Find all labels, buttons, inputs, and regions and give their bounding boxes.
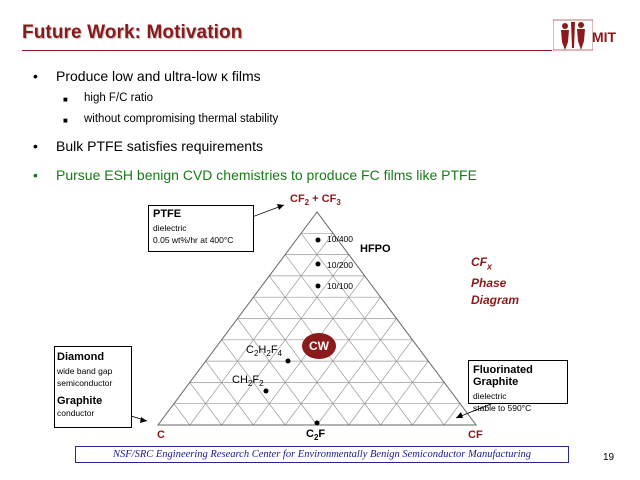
ptfe-line1: dielectric xyxy=(153,223,187,233)
page-number: 19 xyxy=(603,452,615,463)
bullet-1a: high F/C ratio xyxy=(84,92,154,104)
c2h2f4-label: $C_2H_2F_4$ xyxy=(246,344,282,359)
point-10-400 xyxy=(316,238,321,243)
point-c2f xyxy=(315,421,320,426)
sub-bullet-marker: ■ xyxy=(63,95,68,104)
point-label-10-100: 10/100 xyxy=(327,281,353,291)
diamond-line2: semiconductor xyxy=(57,378,113,388)
fgraphite-line2: stable to 590°C xyxy=(473,403,532,413)
grid-line xyxy=(206,361,254,425)
bullet-dot: • xyxy=(33,68,38,84)
diamond-title: Diamond xyxy=(57,351,105,363)
grid-line xyxy=(190,233,333,425)
ptfe-callout xyxy=(148,205,254,252)
left-vertex-label: C xyxy=(157,429,165,441)
right-vertex-label: CF xyxy=(468,429,483,441)
bullet-dot: • xyxy=(33,167,38,183)
footer-banner: NSF/SRC Engineering Research Center for Environmentally Benign Semiconductor Manufacturing xyxy=(75,446,569,463)
slide-title: Future Work: Motivation xyxy=(22,22,243,43)
diamond-line1: wide band gap xyxy=(57,366,113,376)
mit-logo-text: MIT xyxy=(592,29,617,45)
bullet-2: Bulk PTFE satisfies requirements xyxy=(56,138,263,154)
grid-line xyxy=(238,319,318,426)
grid-line xyxy=(301,233,444,425)
bullet-dot: • xyxy=(33,138,38,154)
top-vertex-label: $CF_2 + CF_3$ xyxy=(290,193,341,208)
ptfe-line2: 0.05 wt%/hr at 400°C xyxy=(153,235,234,245)
point-label-10-400: 10/400 xyxy=(327,234,353,244)
bullet-3: Pursue ESH benign CVD chemistries to produce FC films like PTFE xyxy=(56,167,477,183)
point-label-10-200: 10/200 xyxy=(327,260,353,270)
cw-marker: CW xyxy=(302,333,336,359)
grid-line xyxy=(174,404,190,425)
phase-diagram-title: $CF_x$ Phase Diagram xyxy=(471,255,520,308)
fluorinated-graphite-callout xyxy=(468,360,568,413)
hfpo-label: HFPO xyxy=(360,243,391,255)
diamond-graphite-callout xyxy=(54,346,132,428)
fgraphite-line1: dielectric xyxy=(473,391,507,401)
ptfe-title: PTFE xyxy=(153,208,182,220)
grid-line xyxy=(444,404,460,425)
point-c2h2f4 xyxy=(286,359,291,364)
c2f-label: $C_2F$ xyxy=(306,428,326,443)
graphite-title: Graphite xyxy=(57,395,103,407)
point-10-200 xyxy=(316,262,321,267)
point-ch2f2 xyxy=(264,389,269,394)
grid-line xyxy=(381,361,429,425)
fgraphite-title: Fluorinated Graphite xyxy=(473,364,533,388)
bullet-1b: without compromising thermal stability xyxy=(84,113,279,125)
point-10-100 xyxy=(316,284,321,289)
graphite-line1: conductor xyxy=(57,408,95,418)
sub-bullet-marker: ■ xyxy=(63,116,68,125)
bullet-1: Produce low and ultra-low κ films xyxy=(56,68,261,84)
ch2f2-label: $CH_2F_2$ xyxy=(232,374,264,389)
